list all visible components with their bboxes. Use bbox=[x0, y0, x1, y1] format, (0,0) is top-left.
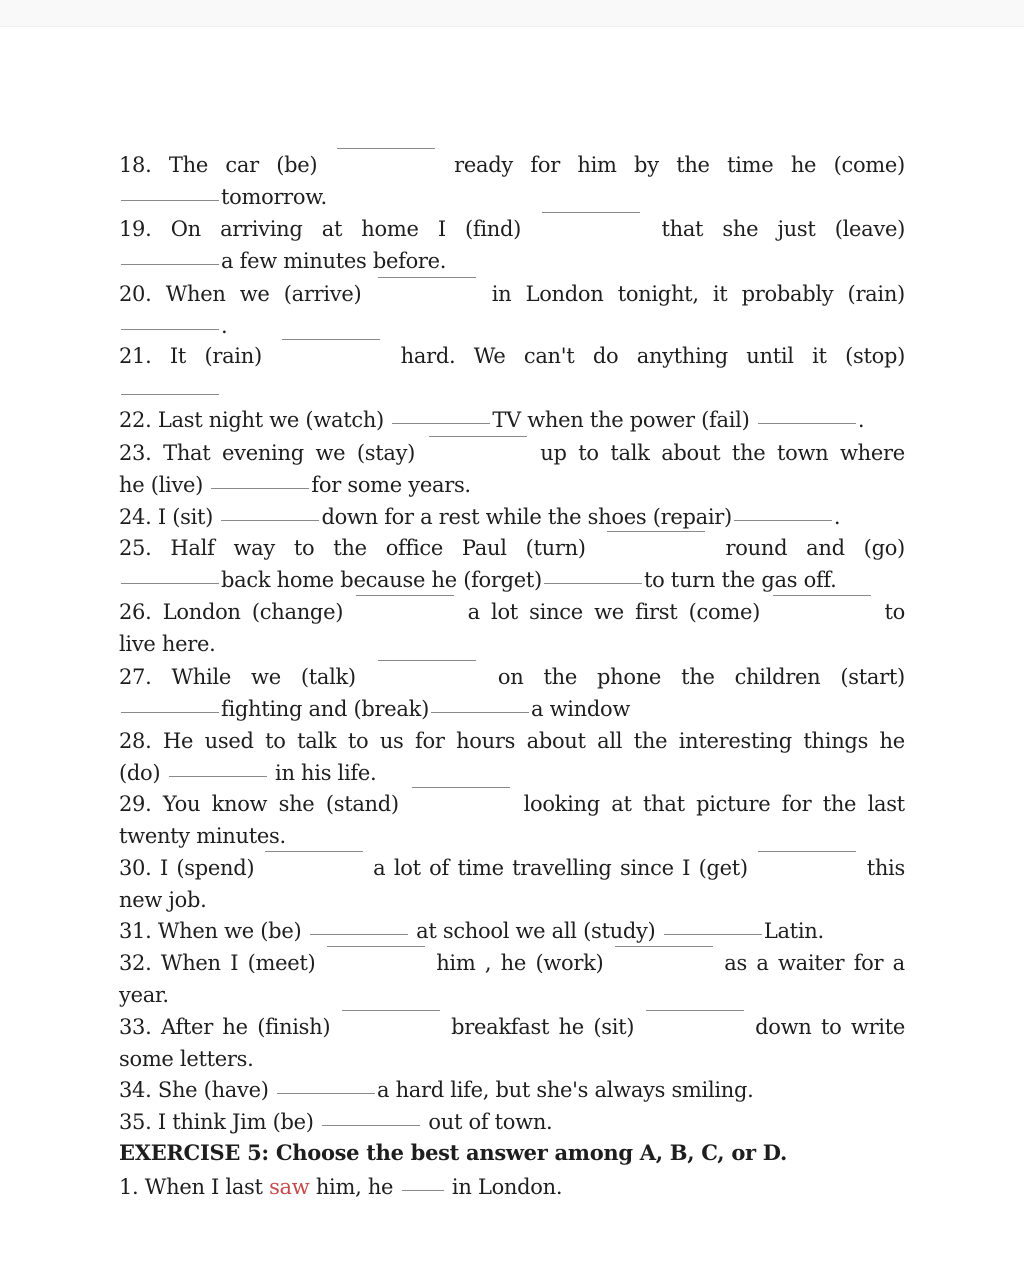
item-word: phone bbox=[596, 665, 662, 689]
item-word: tonight, bbox=[617, 282, 699, 306]
item-word: 28. bbox=[119, 729, 152, 753]
answer-blank[interactable] bbox=[542, 211, 640, 213]
answer-blank[interactable] bbox=[169, 775, 267, 777]
answer-blank[interactable] bbox=[607, 530, 705, 532]
answer-blank[interactable] bbox=[734, 519, 832, 521]
item-text: in his life. bbox=[268, 761, 377, 785]
item-word: children bbox=[734, 665, 821, 689]
item-text: down for a rest while the shoes (repair) bbox=[321, 505, 732, 529]
item-word: a bbox=[892, 951, 905, 975]
item-text: to turn the gas off. bbox=[643, 568, 837, 592]
item-word: London bbox=[162, 600, 241, 624]
exercise-item-line bbox=[119, 311, 905, 341]
answer-blank[interactable] bbox=[121, 263, 219, 265]
question-text: 1. When I last bbox=[119, 1175, 270, 1199]
item-word: it bbox=[712, 282, 728, 306]
item-word: (stay) bbox=[356, 441, 416, 465]
item-text: year. bbox=[119, 983, 169, 1007]
item-word: to bbox=[265, 729, 286, 753]
item-word: (stand) bbox=[325, 792, 399, 816]
item-word: evening bbox=[222, 441, 304, 465]
exercise-item-line bbox=[119, 246, 905, 276]
exercise-item-line bbox=[119, 1075, 905, 1105]
item-word: he bbox=[790, 153, 817, 177]
item-word: the bbox=[543, 665, 577, 689]
item-text: . bbox=[833, 505, 841, 529]
item-word: we bbox=[251, 665, 281, 689]
item-text: at school we all (study) bbox=[409, 919, 662, 943]
item-word: probably bbox=[741, 282, 834, 306]
exercise-item-line bbox=[119, 662, 905, 692]
item-word: she bbox=[722, 217, 759, 241]
answer-blank[interactable] bbox=[211, 487, 309, 489]
exercise-item-line bbox=[119, 565, 905, 595]
item-text: 34. She (have) bbox=[119, 1078, 275, 1102]
exercise-item-line bbox=[119, 853, 905, 883]
item-word: that bbox=[661, 217, 704, 241]
exercise-item-line bbox=[119, 885, 905, 915]
item-word: breakfast bbox=[451, 1015, 550, 1039]
item-word: (talk) bbox=[300, 665, 356, 689]
item-word: 20. bbox=[119, 282, 152, 306]
answer-blank[interactable] bbox=[758, 850, 856, 852]
item-word: the bbox=[681, 665, 715, 689]
exercise-item-line bbox=[119, 341, 905, 371]
item-word: things bbox=[803, 729, 869, 753]
item-word: (sit) bbox=[593, 1015, 635, 1039]
item-word: 19. bbox=[119, 217, 152, 241]
item-word: do bbox=[592, 344, 619, 368]
item-word: We bbox=[473, 344, 506, 368]
exercise-item-line bbox=[119, 597, 905, 627]
answer-blank[interactable] bbox=[342, 1009, 440, 1011]
item-word: we bbox=[594, 600, 624, 624]
item-word: 32. bbox=[119, 951, 152, 975]
item-word: him bbox=[577, 153, 617, 177]
exercise-item-line bbox=[119, 1107, 905, 1137]
item-word: (rain) bbox=[847, 282, 905, 306]
item-word: time bbox=[457, 856, 504, 880]
item-word: as bbox=[724, 951, 747, 975]
exercise-item-line bbox=[119, 150, 905, 180]
item-word: used bbox=[204, 729, 254, 753]
answer-blank[interactable] bbox=[277, 1092, 375, 1094]
item-word: Paul bbox=[461, 536, 507, 560]
item-word: in bbox=[491, 282, 512, 306]
item-word: for bbox=[530, 153, 560, 177]
item-word: for bbox=[781, 792, 812, 816]
item-word: at bbox=[321, 217, 343, 241]
item-word: know bbox=[211, 792, 268, 816]
answer-blank[interactable] bbox=[431, 711, 529, 713]
answer-blank[interactable] bbox=[310, 933, 408, 935]
item-word: he bbox=[879, 729, 905, 753]
item-word: 33. bbox=[119, 1015, 152, 1039]
item-word: lot bbox=[393, 856, 421, 880]
item-text: he (live) bbox=[119, 473, 210, 497]
answer-blank[interactable] bbox=[402, 1189, 444, 1191]
exercise-item-line bbox=[119, 470, 905, 500]
item-word: the bbox=[731, 441, 766, 465]
answer-blank[interactable] bbox=[544, 582, 642, 584]
item-word: he bbox=[222, 1015, 248, 1039]
item-word: last bbox=[867, 792, 905, 816]
item-word: interesting bbox=[678, 729, 792, 753]
item-word: 25. bbox=[119, 536, 152, 560]
answer-blank[interactable] bbox=[337, 147, 435, 149]
item-word: I bbox=[437, 217, 446, 241]
item-word: she bbox=[278, 792, 315, 816]
exercise-item-line bbox=[119, 438, 905, 468]
question-text: him, he bbox=[309, 1175, 400, 1199]
exercise-heading-text: EXERCISE 5: Choose the best answer among A, B, C, or D. bbox=[119, 1140, 787, 1165]
exercise-item-line bbox=[119, 980, 905, 1010]
answer-blank[interactable] bbox=[121, 199, 219, 201]
item-text: twenty minutes. bbox=[119, 824, 286, 848]
exercise-item-line bbox=[119, 1044, 905, 1074]
item-word: since bbox=[529, 600, 583, 624]
answer-blank[interactable] bbox=[221, 519, 319, 521]
item-text: Latin. bbox=[763, 919, 824, 943]
item-word: 23. bbox=[119, 441, 152, 465]
item-word: a bbox=[373, 856, 386, 880]
item-word: (get) bbox=[698, 856, 748, 880]
item-word: (meet) bbox=[247, 951, 316, 975]
exercise-item-line bbox=[119, 502, 905, 532]
item-text: fighting and (break) bbox=[221, 697, 429, 721]
item-word: to bbox=[578, 441, 599, 465]
item-word: anything bbox=[636, 344, 728, 368]
item-word: After bbox=[160, 1015, 213, 1039]
item-word: the bbox=[822, 792, 857, 816]
item-word: to bbox=[347, 729, 369, 753]
item-text: TV when the power (fail) bbox=[492, 408, 756, 432]
answer-blank[interactable] bbox=[121, 328, 219, 330]
answer-blank[interactable] bbox=[392, 422, 490, 424]
item-word: round bbox=[725, 536, 788, 560]
item-word: arriving bbox=[220, 217, 303, 241]
item-text: a hard life, but she's always smiling. bbox=[376, 1078, 754, 1102]
answer-blank[interactable] bbox=[121, 711, 219, 713]
item-text: a few minutes before. bbox=[221, 249, 447, 273]
item-word: to bbox=[884, 600, 905, 624]
exercise-item-line bbox=[119, 758, 905, 788]
item-text: a window bbox=[530, 697, 631, 721]
item-word: town bbox=[776, 441, 829, 465]
item-word: , bbox=[484, 951, 492, 975]
item-word: where bbox=[839, 441, 905, 465]
exercise-item-line bbox=[119, 821, 905, 851]
item-text: 22. Last night we (watch) bbox=[119, 408, 391, 432]
item-word: down bbox=[755, 1015, 812, 1039]
item-word: a bbox=[467, 600, 480, 624]
answer-blank[interactable] bbox=[646, 1009, 744, 1011]
item-word: hard. bbox=[400, 344, 456, 368]
item-text: . bbox=[857, 408, 865, 432]
item-word: When bbox=[160, 951, 221, 975]
item-word: ready bbox=[454, 153, 513, 177]
item-word: (come) bbox=[688, 600, 760, 624]
item-word: and bbox=[806, 536, 845, 560]
item-text: tomorrow. bbox=[221, 185, 327, 209]
highlighted-word: saw bbox=[269, 1175, 310, 1199]
item-word: (spend) bbox=[176, 856, 255, 880]
item-word: travelling bbox=[512, 856, 612, 880]
answer-blank[interactable] bbox=[429, 435, 527, 437]
item-word: just bbox=[777, 217, 816, 241]
item-word: since bbox=[620, 856, 674, 880]
answer-blank[interactable] bbox=[322, 1124, 420, 1126]
item-word: about bbox=[526, 729, 586, 753]
item-word: picture bbox=[696, 792, 771, 816]
item-word: that bbox=[643, 792, 685, 816]
exercise-item-line bbox=[119, 214, 905, 244]
item-word: office bbox=[385, 536, 443, 560]
item-word: him bbox=[436, 951, 476, 975]
item-text: out of town. bbox=[422, 1110, 553, 1134]
exercise-item-line bbox=[119, 726, 905, 756]
item-word: 26. bbox=[119, 600, 152, 624]
answer-blank[interactable] bbox=[664, 933, 762, 935]
item-word: we bbox=[315, 441, 346, 465]
answer-blank[interactable] bbox=[265, 850, 363, 852]
item-word: talk bbox=[610, 441, 650, 465]
item-word: 27. bbox=[119, 665, 152, 689]
exercise-item-line bbox=[119, 694, 905, 724]
item-word: (stop) bbox=[845, 344, 905, 368]
item-word: looking bbox=[523, 792, 600, 816]
item-word: (turn) bbox=[525, 536, 586, 560]
item-word: He bbox=[163, 729, 194, 753]
item-word: a bbox=[756, 951, 769, 975]
item-text: . bbox=[221, 314, 228, 338]
item-word: (arrive) bbox=[283, 282, 362, 306]
item-word: (come) bbox=[833, 153, 905, 177]
answer-blank[interactable] bbox=[615, 945, 713, 947]
exercise-item-line bbox=[119, 1012, 905, 1042]
item-word: of bbox=[429, 856, 449, 880]
item-word: at bbox=[611, 792, 632, 816]
item-word: When bbox=[165, 282, 226, 306]
answer-blank[interactable] bbox=[282, 338, 380, 340]
item-word: it bbox=[812, 344, 827, 368]
item-word: about bbox=[661, 441, 721, 465]
answer-blank[interactable] bbox=[412, 786, 510, 788]
exercise-5-question-1 bbox=[119, 1172, 905, 1202]
exercise-item-line bbox=[119, 376, 905, 406]
item-text: (do) bbox=[119, 761, 167, 785]
item-word: talk bbox=[297, 729, 337, 753]
item-word: The bbox=[168, 153, 208, 177]
item-text: 24. I (sit) bbox=[119, 505, 220, 529]
item-word: 21. bbox=[119, 344, 152, 368]
item-word: until bbox=[746, 344, 794, 368]
item-word: I bbox=[159, 856, 168, 880]
item-text: 31. When we (be) bbox=[119, 919, 308, 943]
exercise-5-heading bbox=[119, 1138, 905, 1168]
item-word: (work) bbox=[535, 951, 604, 975]
exercise-item-line bbox=[119, 279, 905, 309]
answer-blank[interactable] bbox=[758, 422, 856, 424]
item-text: live here. bbox=[119, 632, 216, 656]
item-word: 29. bbox=[119, 792, 152, 816]
item-word: (finish) bbox=[257, 1015, 331, 1039]
item-word: by bbox=[634, 153, 659, 177]
item-word: all bbox=[597, 729, 623, 753]
item-word: write bbox=[850, 1015, 905, 1039]
item-word: It bbox=[169, 344, 187, 368]
item-text: back home because he (forget) bbox=[221, 568, 542, 592]
item-word: the bbox=[633, 729, 668, 753]
exercise-item-line bbox=[119, 533, 905, 563]
exercise-item-line bbox=[119, 789, 905, 819]
answer-blank[interactable] bbox=[773, 594, 871, 596]
item-word: the bbox=[676, 153, 710, 177]
item-word: for bbox=[415, 729, 445, 753]
item-word: to bbox=[820, 1015, 842, 1039]
item-word: (be) bbox=[276, 153, 318, 177]
answer-blank[interactable] bbox=[378, 659, 476, 661]
item-word: I bbox=[682, 856, 691, 880]
item-word: the bbox=[333, 536, 367, 560]
item-word: waiter bbox=[777, 951, 845, 975]
item-word: can't bbox=[523, 344, 575, 368]
item-word: way bbox=[233, 536, 275, 560]
item-word: 30. bbox=[119, 856, 152, 880]
item-word: That bbox=[163, 441, 211, 465]
item-text: for some years. bbox=[311, 473, 471, 497]
item-word: lot bbox=[491, 600, 518, 624]
item-word: he bbox=[500, 951, 527, 975]
item-word: (go) bbox=[863, 536, 905, 560]
item-text: new job. bbox=[119, 888, 207, 912]
exercise-item-line bbox=[119, 182, 905, 212]
item-word: to bbox=[293, 536, 315, 560]
item-word: home bbox=[361, 217, 419, 241]
item-word: we bbox=[239, 282, 270, 306]
item-word: time bbox=[727, 153, 774, 177]
item-word: While bbox=[171, 665, 231, 689]
item-word: On bbox=[170, 217, 201, 241]
exercise-item-line bbox=[119, 629, 905, 659]
item-word: (change) bbox=[251, 600, 344, 624]
item-word: on bbox=[497, 665, 524, 689]
answer-blank[interactable] bbox=[121, 582, 219, 584]
item-word: up bbox=[540, 441, 567, 465]
item-word: for bbox=[853, 951, 884, 975]
item-word: 18. bbox=[119, 153, 152, 177]
item-word: Half bbox=[170, 536, 215, 560]
item-text: 35. I think Jim (be) bbox=[119, 1110, 321, 1134]
item-word: hours bbox=[456, 729, 516, 753]
item-word: us bbox=[379, 729, 404, 753]
item-word: (start) bbox=[840, 665, 905, 689]
exercise-item-line bbox=[119, 916, 905, 946]
item-word: I bbox=[230, 951, 239, 975]
item-word: this bbox=[866, 856, 905, 880]
answer-blank[interactable] bbox=[121, 393, 219, 395]
question-text: in London. bbox=[445, 1175, 563, 1199]
item-word: London bbox=[525, 282, 604, 306]
exercise-item-line bbox=[119, 948, 905, 978]
item-word: (rain) bbox=[204, 344, 262, 368]
item-word: he bbox=[558, 1015, 584, 1039]
item-text: some letters. bbox=[119, 1047, 254, 1071]
exercise-item-line bbox=[119, 405, 905, 435]
answer-blank[interactable] bbox=[327, 945, 425, 947]
item-word: first bbox=[635, 600, 678, 624]
item-word: (leave) bbox=[834, 217, 905, 241]
item-word: You bbox=[162, 792, 201, 816]
item-word: (find) bbox=[465, 217, 522, 241]
answer-blank[interactable] bbox=[356, 594, 454, 596]
item-word: car bbox=[225, 153, 259, 177]
answer-blank[interactable] bbox=[378, 276, 476, 278]
